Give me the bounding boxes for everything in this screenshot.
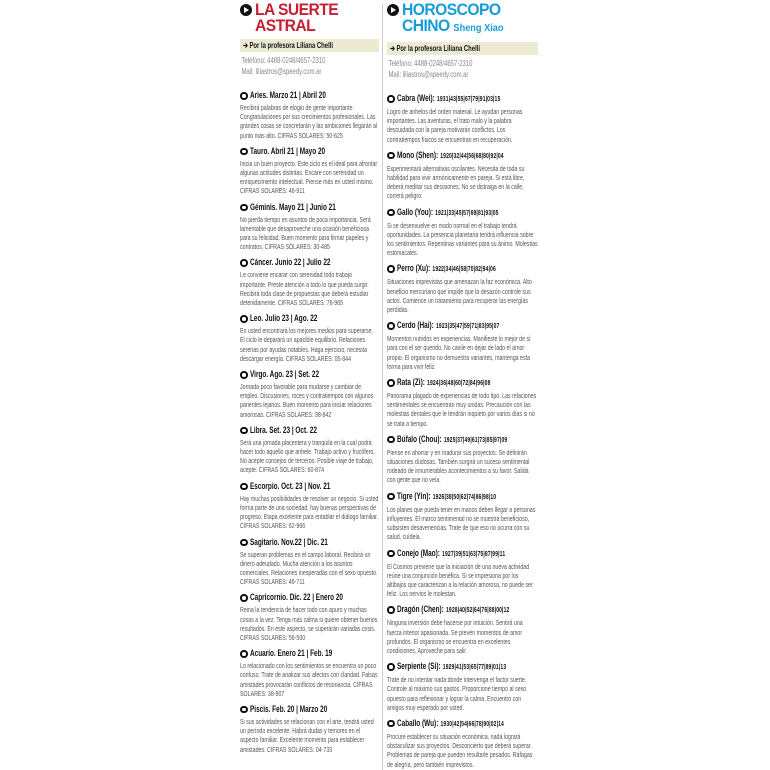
sign-forecast-text: El Cosmos previene que la iniciación de una nueva actividad reúne una conjunción benéfica. Si se impresiona por los altibajos que caracterizan a la relación amorosa, no puede ser feliz. Los nervios le molestan. [387, 561, 533, 599]
sign-forecast-text: Los planes que pueda tener en manos deben llegar a personas influyentes. El marco sentimental no se muestra beneficioso, subsisten desavenencias. Trate de que eso no ocurra con su salud, cuídela. [387, 504, 536, 542]
sign-title [397, 718, 538, 730]
circle-bullet-icon [387, 606, 395, 614]
sign-forecast-text: Piense en ahorrar y en madurar sus proyectos. Se definirán situaciones dudosas. También surgirá un suceso sentimental rodeado de innumerables acontecimientos a su favor. Salida con gente que no veía. [387, 447, 530, 485]
chinese-sign-section [387, 150, 538, 201]
sign-forecast-text: Si se desenvuelve en modo normal en el trabajo tendrá oportunidades. La presencia planetaria tendrá influencia sobre los sentimientos. Repentinas variantes para su ánimo. Molestias estomacales. [387, 220, 538, 258]
sign-years: 1928|40|52|64|76|88|00|12 [445, 607, 510, 615]
zodiac-sign-section [240, 257, 379, 307]
circle-bullet-icon [240, 650, 248, 658]
sign-title: Piscis. Feb. 20 | Marzo 20 [250, 703, 328, 714]
sign-title [397, 377, 538, 389]
sign-name: Cabra (Wei): [397, 93, 435, 103]
circle-bullet-icon [240, 315, 248, 323]
chinese-sign-section [387, 718, 538, 769]
circle-bullet-icon [240, 594, 248, 602]
sign-name: Tigre (Yin): [397, 490, 431, 501]
sign-years: 1922|34|46|58|70|82|94|06 [432, 266, 496, 274]
sign-forecast-text: Momentos nutridos en experiencias. Manifieste lo mejor de sí para con el ser querido. No cavile en dejar de lado el amor propio. El organismo no demuestra variantes, mantenga esta forma para vivir feliz. [387, 334, 531, 371]
play-bullet-icon [387, 4, 399, 16]
zodiac-sign-section [240, 146, 379, 196]
circle-bullet-icon [240, 706, 248, 714]
circle-bullet-icon [240, 427, 248, 435]
sign-forecast-text: Le conviene encarar con serenidad todo trabajo importante. Preste atención a todo lo que pueda surgir. Recibirá toda clase de propuestas que deberá estudiar detenidamente. CIFRAS SOLARES: 76-965 [240, 270, 369, 308]
zodiac-sign-section [240, 704, 379, 754]
sign-title [397, 150, 538, 162]
circle-bullet-icon [387, 493, 395, 501]
chinese-sign-section [387, 661, 538, 712]
sign-title: Capricornio. Dic. 22 | Enero 20 [250, 592, 343, 603]
circle-bullet-icon [387, 550, 395, 558]
sign-years: 1920|32|44|56|68|80|92|04 [440, 152, 504, 160]
sign-title: Acuario. Enero 21 | Feb. 19 [250, 648, 333, 659]
sign-forecast-text: Panorama plagado de experiencias de todo tipo. Las relaciones sentimentales se encuentran muy unidas. Precaución con las molestias dentales que le tendrán inquieto por varios días si no se trata a tiempo. [387, 391, 537, 428]
byline-text: Por la profesora Liliana Chelli [249, 41, 334, 50]
content-area [240, 2, 538, 770]
sign-title [397, 548, 538, 560]
circle-bullet-icon [240, 92, 248, 100]
play-bullet-icon [240, 4, 252, 16]
byline-strip [387, 42, 538, 55]
suerte-astral-title [240, 2, 379, 33]
circle-bullet-icon [387, 209, 395, 217]
sign-title [397, 320, 538, 332]
zodiac-sign-section [240, 313, 379, 363]
chinese-sign-section [387, 548, 538, 599]
circle-bullet-icon [240, 371, 248, 379]
sign-title: Leo. Julio 23 | Ago. 22 [250, 313, 318, 324]
circle-bullet-icon [387, 663, 395, 671]
chinese-sign-section [387, 434, 538, 485]
sign-years: 1927|39|51|63|75|87|99|11 [442, 550, 506, 558]
sign-forecast-text: Se superan problemas en el campo laboral. Recibirá un dinero adeudado. Mucha atención a los asuntos comerciales. Relaciones inesperadas con el sexo opuesto. CIFRAS SOLARES: 46-711 [240, 549, 378, 587]
sign-name: Cerdo (Hai): [397, 320, 434, 331]
arrow-icon: ➔ [243, 41, 248, 50]
sign-forecast-text: Logro de anhelos del orden material. Le ayudan personas importantes. Las aventuras, el trato malo y la palabra descuidada con la pareja motivarán conflictos. Los contratiempos físicos se encuentran en recuperación. [387, 107, 523, 144]
sign-years: 1931|43|55|67|79|91|03|15 [436, 96, 501, 103]
chinese-sign-section [387, 377, 538, 428]
circle-bullet-icon [240, 148, 248, 156]
sign-years: 1930|42|54|66|78|90|02|14 [440, 720, 504, 728]
sign-title: Aries. Marzo 21 | Abril 20 [250, 90, 326, 100]
mail-text: Mail: liliastros@speedy.com.ar [388, 70, 469, 79]
suerte-astral-header [240, 2, 379, 77]
sign-title [397, 93, 538, 105]
circle-bullet-icon [387, 152, 395, 160]
suerte-astral-column [240, 2, 379, 770]
sign-forecast-text: Será una jornada placentera y tranquila en la cual podrá hacer todo aquello que anhele. Trabajo activo y fructífero. No acepte consejos de terceros. Posible viaje de trabajo, acepte. CIFRAS SOLARES: 60-874 [240, 437, 375, 475]
circle-bullet-icon [387, 379, 395, 387]
circle-bullet-icon [240, 204, 248, 212]
sign-name: Caballo (Wu): [397, 717, 439, 728]
sign-title: Géminis. Mayo 21 | Junio 21 [250, 201, 336, 212]
sign-title: Escorpio. Oct. 23 | Nov. 21 [250, 480, 331, 491]
sign-name: Mono (Shen): [397, 149, 439, 160]
sign-forecast-text: Trate de no intentar nada donde intervenga el factor suerte. Controle al máximo sus gastos. Proporcione tiempo al sexo opuesto para reflexionar y lograr la calma. Encuentro con amigos muy esperado por usted. [387, 675, 527, 712]
sign-title [397, 604, 538, 616]
chinese-sign-section [387, 93, 538, 144]
zodiac-sign-section [240, 202, 379, 252]
sign-forecast-text: Ninguna inversión debe hacerse por intuición. Sentirá una fuerza interior apasionada. Se prevén momentos de amor profundos. El organismo se encuentra en excelentes condiciones. Aproveche para salir. [387, 618, 523, 655]
sign-title [397, 661, 538, 673]
sign-forecast-text: Reina la tendencia de hacer todo con apuro y muchas cosas a la vez. Tenga más calma si quiere obtener buenos resultados. En este aspecto, se superarán variadas crisis. CIFRAS SOLARES: 56-500 [240, 605, 378, 642]
sign-title: Libra. Set. 23 | Oct. 22 [250, 424, 317, 435]
byline-text: Por la profesora Liliana Chelli [396, 44, 481, 53]
mail-text: Mail: liliastros@speedy.com.ar [241, 67, 322, 76]
sign-forecast-text: Recibirá palabras de elogio de gente importante. Congratulaciones por sus crecimientos profesionales. Las grandes cosas se concretarán y las ambiciones llegarán al punto más alto. CIFRAS SOLARES: 50-625 [240, 103, 378, 140]
sign-title [397, 491, 538, 503]
chinese-signs-list [387, 93, 538, 769]
sign-years: 1921|33|45|57|69|81|93|05 [435, 209, 499, 217]
sign-forecast-text: Jornada poco favorable para mudarse y cambiar de empleo. Discusiones, roces y contratiempos con algunos parientes lejanos. Buen momento para iniciar relaciones amorosas. CIFRAS SOLARES: 38-842 [240, 382, 374, 419]
horoscopo-chino-header [387, 2, 538, 80]
sign-forecast-text: Inicia un buen proyecto. Este ciclo es el ideal para afrontar algunas actitudes distintas. Encare con serenidad un enriquecimiento intelectual. Piense más en usted mismo. CIFRAS SOLARES: 46-911 [240, 158, 378, 196]
phone-text: Teléfono: 4488-0248/4657-2310 [388, 59, 473, 68]
sign-title: Sagitario. Nov.22 | Dic. 21 [250, 536, 328, 547]
zodiac-sign-section [240, 481, 379, 531]
sign-name: Conejo (Mao): [397, 547, 440, 558]
sign-forecast-text: Si sus actividades se relacionan con el arte, tendrá usted un período excelente. Habrá dudas y temores en el aspecto familiar. Excelente momento para establecer amistades. CIFRAS SOLARES: 04-733 [240, 716, 374, 754]
sign-name: Perro (Xu): [397, 263, 431, 274]
chinese-sign-section [387, 207, 538, 258]
section-title-text: LA SUERTE ASTRAL [255, 0, 339, 35]
zodiac-sign-section [240, 648, 379, 698]
chinese-sign-section [387, 320, 538, 371]
chinese-sign-section [387, 604, 538, 655]
chinese-sign-section [387, 491, 538, 542]
phone-text: Teléfono: 4488-0248/4657-2310 [241, 56, 326, 65]
sign-title [397, 207, 538, 219]
horoscopo-chino-title [387, 2, 538, 36]
sign-forecast-text: En usted encontrará los mejores medios para superarse. El ciclo le deparará un apacible equilibrio. Relaciones serenas por ayudas notables. Haga ejercicio, necesita descargar energía. CIFRAS SOLARES: 05-844 [240, 326, 374, 363]
circle-bullet-icon [240, 259, 248, 267]
zodiac-sign-section [240, 369, 379, 419]
sign-years: 1924|36|48|60|72|84|96|08 [427, 380, 491, 388]
chinese-sign-section [387, 263, 538, 314]
circle-bullet-icon [387, 265, 395, 273]
sign-name: Búfalo (Chou): [397, 433, 442, 444]
sign-years: 1929|41|53|65|77|89|01|13 [442, 664, 507, 672]
section-title-text: HOROSCOPO CHINO Sheng Xiao [402, 0, 504, 35]
sign-title [397, 263, 538, 275]
sign-name: Dragón (Chen): [397, 604, 444, 615]
astral-signs-list [240, 90, 379, 754]
horoscopo-chino-column [387, 2, 538, 770]
sign-years: 1925|37|49|61|73|85|97|09 [443, 436, 508, 444]
circle-bullet-icon [387, 436, 395, 444]
sign-forecast-text: Hay muchas posibilidades de resolver un negocio. Si usted forma parte de una sociedad, hay buenas perspectivas de progreso. Etapa excelente para entablar el diálogo familiar. CIFRAS SOLARES: 62-966 [240, 493, 379, 531]
circle-bullet-icon [240, 539, 248, 547]
sign-forecast-text: Lo relacionado con los sentimientos se encuentra un poco confuso. Trate de analizar sus afectos con claridad. Falsas amistades provocarán conflictos de resonancia. CIFRAS SOLARES: 38-907 [240, 661, 378, 698]
sign-forecast-text: Situaciones imprevistas que amenazan la faz económica. Alto beneficio mercuriano que impide que la desazón controle sus actos. Comience un tratamiento para recuperar las energías perdidas. [387, 277, 532, 315]
circle-bullet-icon [387, 322, 395, 330]
sign-title [397, 434, 538, 446]
sign-name: Gallo (You): [397, 206, 433, 217]
sign-name: Serpiente (Si): [397, 661, 441, 672]
circle-bullet-icon [240, 483, 248, 491]
subtitle-text: Sheng Xiao [453, 22, 504, 34]
sign-title: Tauro. Abril 21 | Mayo 20 [250, 145, 326, 156]
circle-bullet-icon [387, 95, 395, 103]
zodiac-sign-section [240, 90, 379, 140]
byline-strip [240, 39, 379, 52]
sign-title: Cáncer. Junio 22 | Julio 22 [250, 257, 331, 268]
zodiac-sign-section [240, 537, 379, 587]
sign-years: 1926|38|50|62|74|86|98|10 [432, 493, 497, 501]
column-divider [382, 4, 383, 770]
arrow-icon: ➔ [390, 44, 395, 53]
sign-forecast-text: Experimentará alternativas oscilantes. Necesita de toda su habilidad para vivir armónicamente en pareja. Si está libre, deberá meditar sus decisiones. No se distraiga en la calle, correrá peligro. [387, 163, 525, 201]
sign-forecast-text: No pierda tiempo en asuntos de poca importancia. Será lamentable que desaproveche una ocasión beneficiosa para su felicidad. Buen momento para firmar papeles y contratos. CIFRAS SOLARES: 30-485 [240, 214, 371, 252]
circle-bullet-icon [387, 720, 395, 728]
sign-name: Rata (Zi): [397, 377, 425, 388]
sign-forecast-text: Procure establecer su situación económica, nada logrará obstaculizar sus proyectos. Desconcierto que deberá superar. Problemas de pareja que pueden resultarle pesados. Ráfagas de alegría, pero también imprevistos. [387, 731, 533, 769]
zodiac-sign-section [240, 425, 379, 475]
zodiac-sign-section [240, 592, 379, 642]
sign-years: 1923|35|47|59|71|83|95|07 [435, 323, 500, 331]
sign-title: Virgo. Ago. 23 | Set. 22 [250, 369, 320, 380]
